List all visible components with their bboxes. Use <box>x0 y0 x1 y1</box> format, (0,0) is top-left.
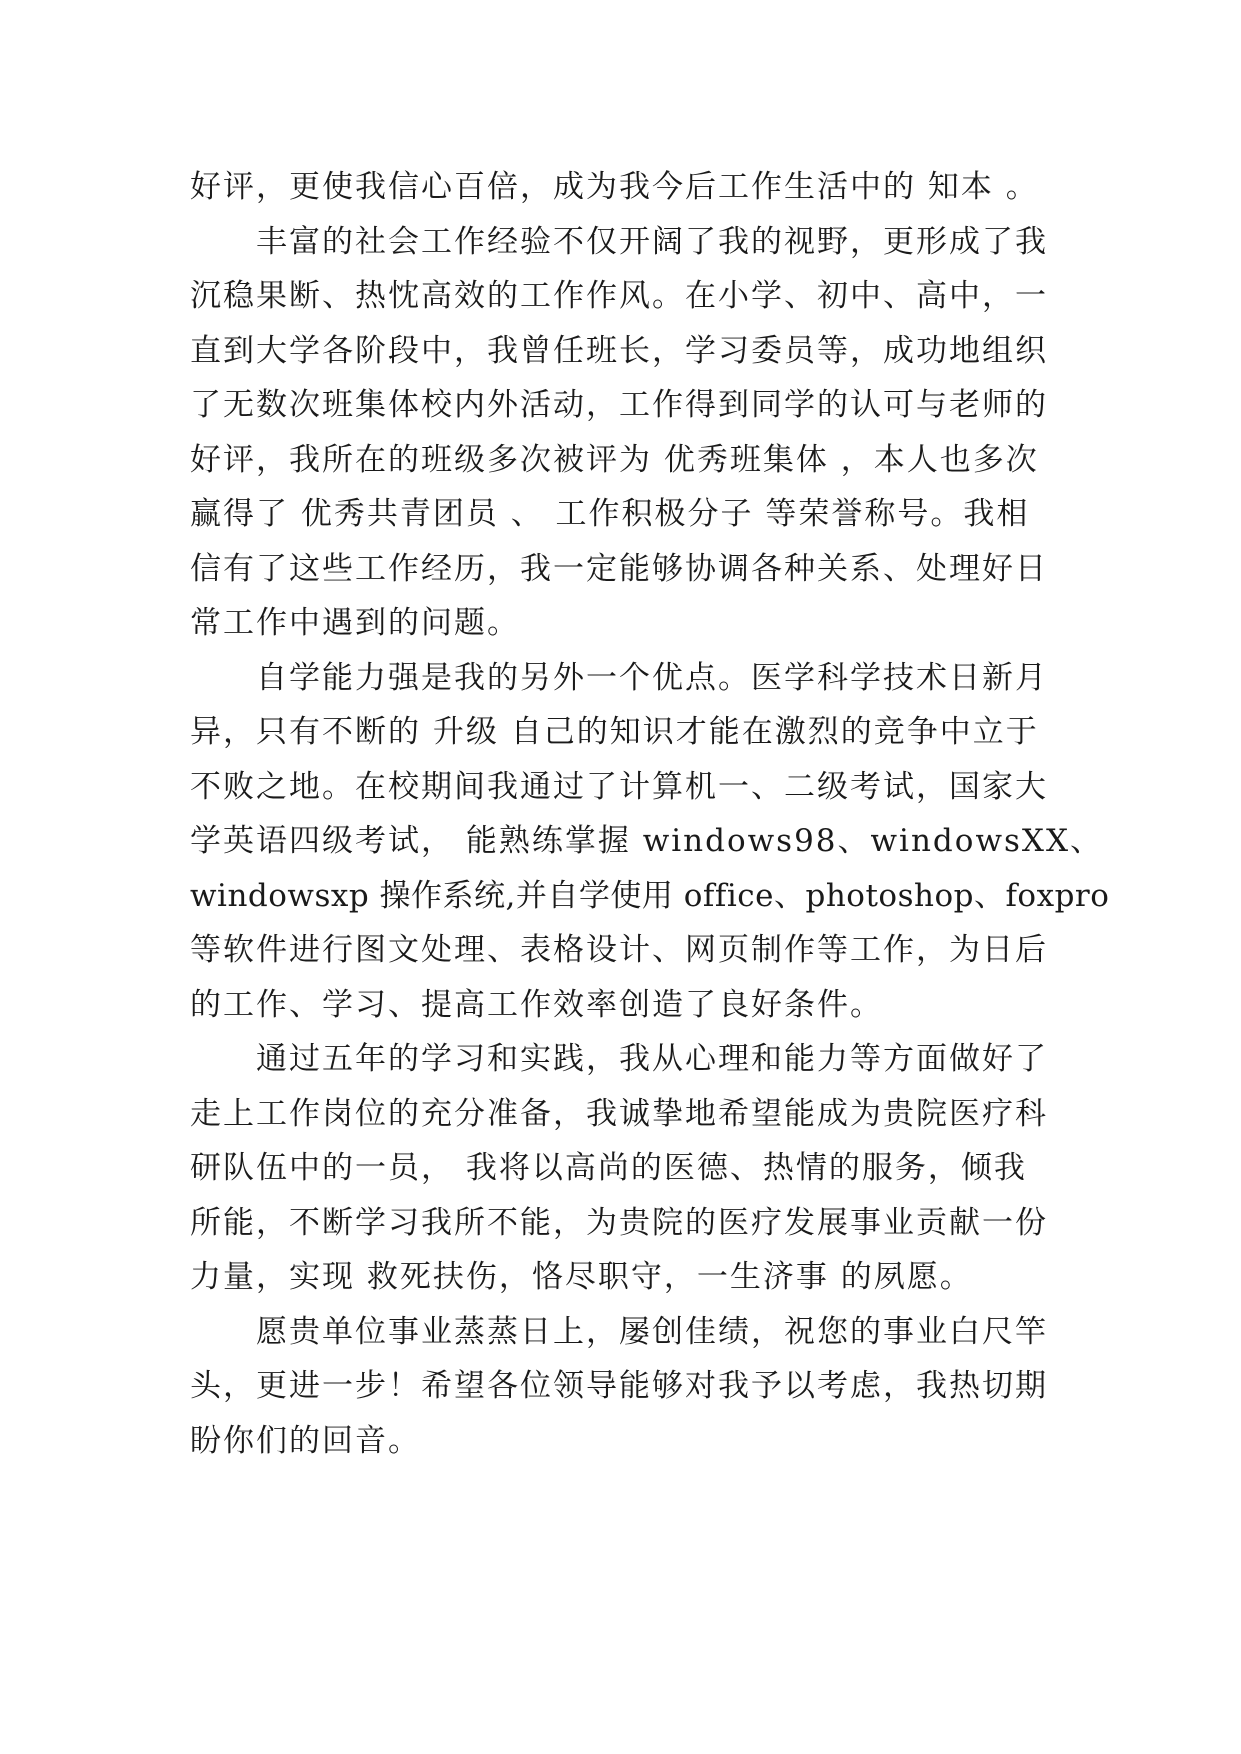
text-line: 了无数次班集体校内外活动，工作得到同学的认可与老师的 <box>190 387 1048 423</box>
text-line: 研队伍中的一员， 我将以高尚的医德、热情的服务，倾我 <box>190 1150 1027 1186</box>
text-line: 所能，不断学习我所不能，为贵院的医疗发展事业贡献一份 <box>190 1204 1048 1241</box>
paragraph-start: 愿贵单位事业蒸蒸日上，屡创佳绩，祝您的事业白尺竿 <box>256 1313 1048 1350</box>
text-line: 学英语四级考试， 能熟练掌握 windows98、windowsXX、 <box>190 823 1104 859</box>
text-line: 头，更进一步！希望各位领导能够对我予以考虑，我热切期 <box>190 1368 1048 1404</box>
text-line: 赢得了 优秀共青团员 、 工作积极分子 等荣誉称号。我相 <box>190 496 1030 532</box>
document-body <box>190 160 1110 1468</box>
text-line: 的工作、学习、提高工作效率创造了良好条件。 <box>190 986 883 1023</box>
text-line: 好评，更使我信心百倍，成为我今后工作生活中的 知本 。 <box>190 169 1039 205</box>
paragraph-start: 通过五年的学习和实践，我从心理和能力等方面做好了 <box>256 1041 1048 1077</box>
text-line: 异，只有不断的 升级 自己的知识才能在激烈的竞争中立于 <box>190 714 1039 750</box>
text-line: 好评，我所在的班级多次被评为 优秀班集体 ，本人也多次 <box>190 441 1039 478</box>
text-line: 走上工作岗位的充分准备，我诚挚地希望能成为贵院医疗科 <box>190 1095 1048 1132</box>
paragraph-start: 丰富的社会工作经验不仅开阔了我的视野，更形成了我 <box>256 223 1048 260</box>
text-line: 不败之地。在校期间我通过了计算机一、二级考试，国家大 <box>190 768 1048 805</box>
text-line: 常工作中遇到的问题。 <box>190 605 520 641</box>
text-line: 信有了这些工作经历，我一定能够协调各种关系、处理好日 <box>190 550 1048 587</box>
paragraph-start: 自学能力强是我的另外一个优点。医学科学技术日新月 <box>256 659 1048 696</box>
text-line: 沉稳果断、热忱高效的工作作风。在小学、初中、高中，一 <box>190 278 1048 314</box>
text-line: windowsxp 操作系统,并自学使用 office、photoshop、foxpro <box>190 877 1110 914</box>
text-line: 等软件进行图文处理、表格设计、网页制作等工作，为日后 <box>190 932 1048 968</box>
text-line: 力量，实现 救死扶伤，恪尽职守，一生济事 的夙愿。 <box>190 1259 973 1295</box>
text-line: 盼你们的回音。 <box>190 1422 421 1459</box>
text-line: 直到大学各阶段中，我曾任班长，学习委员等，成功地组织 <box>190 332 1048 369</box>
